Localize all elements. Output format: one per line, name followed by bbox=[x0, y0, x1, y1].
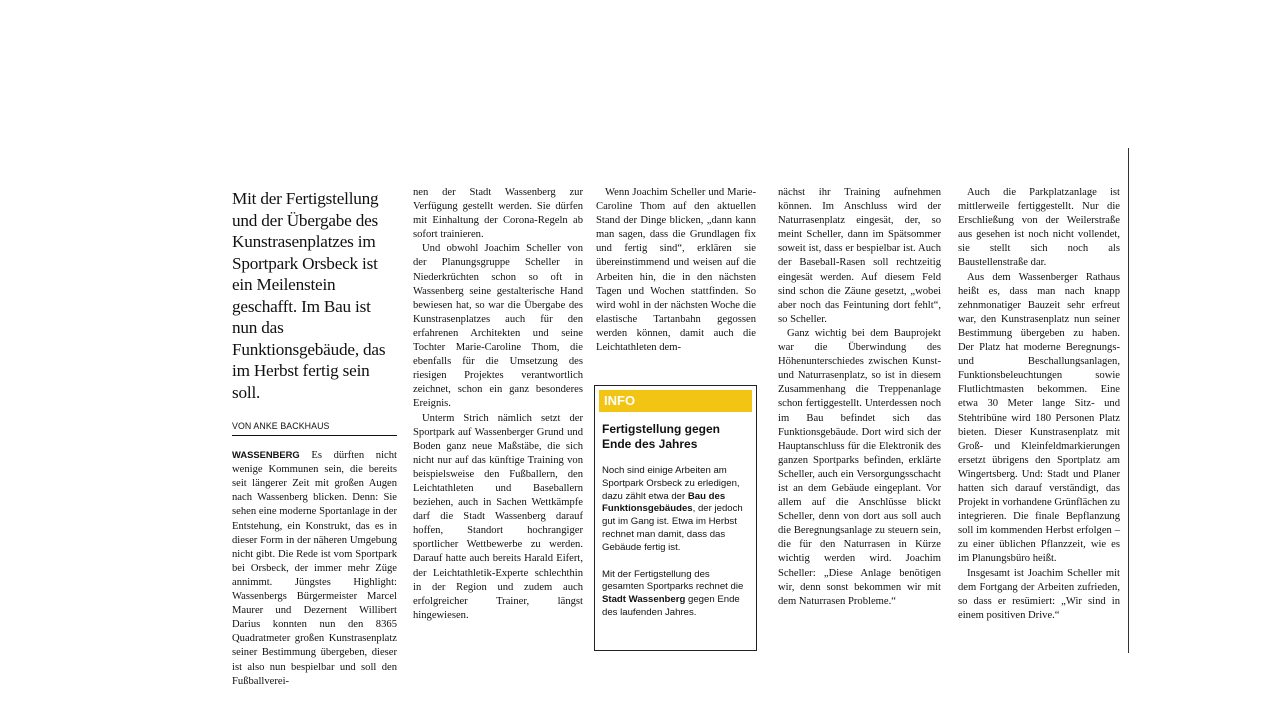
article-column-4 bbox=[778, 186, 941, 609]
body-paragraph bbox=[232, 448, 397, 689]
body-paragraph: Und obwohl Joachim Scheller von der Planungsgruppe Scheller in Niederkrüchten schon so oft in Wassenberg seine gestalterische Hand bewiesen hat, so war die Übergabe des Kunstrasenplatzes auch für den erfahrenen Architekten und seine Tochter Marie-Caroline Thom, die ebenfalls für die Umsetzung des riesigen Projektes verantwortlich zeichnet, schon ein ganz besonderes Ereignis. bbox=[413, 243, 583, 410]
info-headline: Fertigstellung gegen Ende des Jahres bbox=[602, 422, 721, 451]
article-column-2 bbox=[413, 186, 583, 623]
info-text-bold: Stadt Wassenberg bbox=[602, 594, 686, 606]
info-text-part: gegen Ende des laufenden Jahres. bbox=[602, 594, 740, 618]
info-box bbox=[594, 385, 757, 651]
body-paragraph: nen der Stadt Wassenberg zur Verfügung gestellt werden. Sie dürfen mit Einhaltung der Corona-Regeln ab sofort trainieren. bbox=[413, 187, 583, 241]
byline: VON ANKE BACKHAUS bbox=[232, 419, 397, 436]
body-paragraph: nächst ihr Training aufnehmen können. Im Anschluss wird der Naturrasenplatz eingesät, der, so meint Scheller, dann im Spätsommer soweit ist, dass er bespielbar ist. Auch der Baseball-Rasen soll rechtzeitig eingesät werden. Auf diesem Feld sind schon die Zäune gesetzt, „wobei aber noch das Feintuning dort fehlt“, so Scheller. bbox=[778, 187, 941, 325]
body-paragraph: Auch die Parkplatzanlage ist mittlerweile fertiggestellt. Nur die Erschließung von der Weilerstraße aus gesehen ist noch nicht vollendet, sie stellt sich noch als Baustellenstraße dar. bbox=[958, 187, 1120, 269]
body-paragraph: Insgesamt ist Joachim Scheller mit dem Fortgang der Arbeiten zufrieden, so dass er resümiert: „Wir sind in einem positiven Drive.“ bbox=[958, 567, 1120, 621]
info-text bbox=[602, 465, 749, 555]
info-text-part: , der jedoch gut im Gang ist. Etwa im Herbst rechnet man damit, dass das Gebäude fertig ist. bbox=[602, 503, 743, 553]
article-column-1 bbox=[232, 188, 397, 689]
info-text-part: Noch sind einige Arbeiten am Sportpark Orsbeck zu erledigen, dazu zählt etwa der bbox=[602, 465, 740, 502]
column-divider bbox=[1128, 148, 1129, 653]
spacer bbox=[232, 436, 397, 448]
body-text: Es dürften nicht wenige Kommunen sein, die bereits seit längerer Zeit mit großen Augen nach Wassenberg blicken. Denn: Sie sehen eine moderne Sportanlage in der Entstehung, ein Konstrukt, das es in dieser Form in der näheren Umgebung nicht gibt. Die Rede ist vom Sportpark bei Orsbeck, der immer mehr Züge annimmt. Jüngstes Highlight: Wassenbergs Bürgermeister Marcel Maurer und Dezernent Willibert Darius konnten nun den 8365 Quadratmeter großen Kunstrasenplatz seiner Bestimmung übergeben, dieser ist also nun bespielbar und soll den Fußballverei- bbox=[232, 450, 397, 687]
article-column-5 bbox=[958, 186, 1120, 623]
article-column-3 bbox=[596, 186, 756, 355]
info-text-bold: Bau des Funktionsgebäudes bbox=[602, 490, 726, 515]
info-text-part: Mit der Fertigstellung des gesamten Sportparks rechnet die bbox=[602, 568, 744, 593]
lead-paragraph: Mit der Fertigstellung und der Übergabe des Kunstrasenplatzes im Sportpark Orsbeck ist ein Meilenstein geschafft. Im Bau ist nun das Funktionsgebäude, das im Herbst fertig sein soll. bbox=[232, 189, 386, 402]
info-text bbox=[602, 569, 749, 620]
body-paragraph: Aus dem Wassenberger Rathaus heißt es, dass man nach knapp zehnmonatiger Bauzeit sehr erfreut war, den Kunstrasenplatz nun seiner Bestimmung übergeben zu haben. Der Platz hat moderne Beregnungs- und Beschallungsanlagen, Funktionsbeleuchtungen sowie Flutlichtmasten bekommen. Eine etwa 30 Meter lange Sitz- und Stehtribüne wird 180 Personen Platz bieten. Dieser Kunstrasenplatz mit Groß- und Kleinfeldmarkierungen ersetzt übrigens den Sportplatz am Wingertsberg. Und: Stadt und Planer hatten sich darauf verständigt, das Projekt in vorhandene Grünflächen zu integrieren. Die finale Bepflanzung soll im kommenden Herbst erfolgen – zu einer üblichen Pflanzzeit, wie es im Planungsbüro heißt. bbox=[958, 271, 1120, 565]
body-paragraph: Ganz wichtig bei dem Bauprojekt war die Überwindung des Höhenunterschiedes zwischen Kunst- und Naturrasenplatz, so ist in diesem Zusammenhang die Treppenanlage schon fertiggestellt. Unterdessen noch im Bau befindet sich das Funktionsgebäude. Dort wird sich der Hauptanschluss für die Elektronik des ganzen Sportparks befinden, erklärte Scheller, auch ein Versorgungsschacht ist an dem Gebäude eingeplant. Vor allem auf die Anschlüsse blickt Scheller, denn von dort aus soll auch die Beregnungsanlage zu steuern sein, die für den Naturrasen in Kürze wichtig werden wird. Joachim Scheller: „Diese Anlage benötigen wir, denn sonst bekommen wir mit dem Naturrasen Probleme.“ bbox=[778, 327, 941, 607]
info-tag: INFO bbox=[599, 390, 752, 412]
dateline: WASSENBERG bbox=[232, 449, 300, 461]
body-paragraph: Wenn Joachim Scheller und Marie-Caroline Thom auf den aktuellen Stand der Dinge blicken, „dann kann man sagen, dass die Grundlagen fix und fertig sind“, erklären sie übereinstimmend und weisen auf die Arbeiten hin, die in den nächsten Tagen und Wochen stattfinden. So wird wohl in der nächsten Woche die elastische Tartanbahn gegossen werden können, damit auch die Leichtathleten dem- bbox=[596, 187, 756, 354]
body-paragraph: Unterm Strich nämlich setzt der Sportpark auf Wassenberger Grund und Boden ganz neue Maßstäbe, die sich nicht nur auf das künftige Training von beispielsweise den Fußballern, den Leichtathleten und Baseballern beziehen, auch in Sachen Wettkämpfe darf die Stadt Wassenberg darauf hoffen, Standort hochrangiger sportlicher Wettbewerbe zu werden. Darauf hatte auch bereits Harald Eifert, der Leichtathletik-Experte schlechthin in der Region und zudem auch erfolgreicher Trainer, längst hingewiesen. bbox=[413, 412, 583, 621]
